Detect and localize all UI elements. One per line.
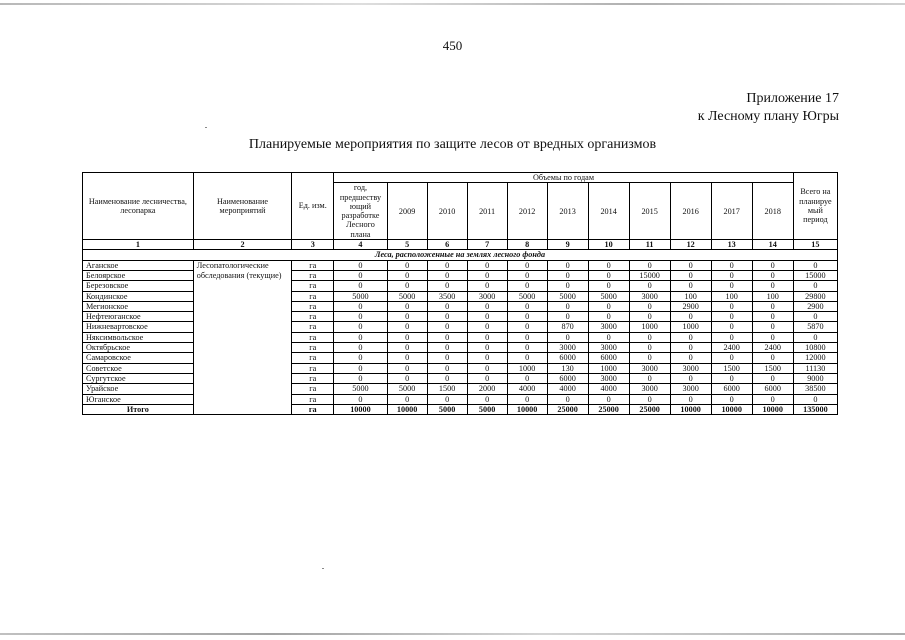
value-cell: 3000 [547, 343, 588, 353]
value-cell: 100 [752, 291, 793, 301]
header-year-2013: 2013 [547, 183, 588, 240]
column-number: 10 [588, 240, 629, 250]
value-cell: 6000 [547, 373, 588, 383]
value-cell: 0 [467, 281, 507, 291]
value-cell: 0 [507, 332, 547, 342]
value-cell: 0 [334, 270, 387, 280]
value-cell: 0 [711, 394, 752, 404]
forestry-name: Березовское [83, 281, 194, 291]
value-cell: 0 [467, 394, 507, 404]
column-number: 6 [427, 240, 467, 250]
value-cell: 2000 [467, 384, 507, 394]
value-cell: 0 [507, 281, 547, 291]
value-cell: 1000 [629, 322, 670, 332]
forestry-name: Белоярское [83, 270, 194, 280]
column-number: 8 [507, 240, 547, 250]
total-value-cell: 10000 [752, 404, 793, 414]
value-cell: 0 [670, 270, 711, 280]
column-number: 12 [670, 240, 711, 250]
table-body [83, 250, 838, 415]
value-cell: 0 [629, 353, 670, 363]
header-year-2015: 2015 [629, 183, 670, 240]
value-cell: 0 [427, 270, 467, 280]
value-cell: 0 [427, 322, 467, 332]
column-number: 3 [292, 240, 334, 250]
header-total: Всего на планируе мый период [793, 173, 837, 240]
header-forestry: Наименование лесничества, лесопарка [83, 173, 194, 240]
value-cell: 0 [793, 332, 837, 342]
column-number: 4 [334, 240, 387, 250]
value-cell: 0 [547, 394, 588, 404]
value-cell: 0 [752, 394, 793, 404]
value-cell: 0 [793, 281, 837, 291]
value-cell: 0 [629, 332, 670, 342]
forestry-name: Нижневартовское [83, 322, 194, 332]
value-cell: 0 [711, 332, 752, 342]
header-year-2012: 2012 [507, 183, 547, 240]
value-cell: 3000 [629, 291, 670, 301]
value-cell: 0 [427, 332, 467, 342]
header-year-2011: 2011 [467, 183, 507, 240]
value-cell: 0 [752, 312, 793, 322]
value-cell: 0 [427, 373, 467, 383]
value-cell: 1500 [752, 363, 793, 373]
value-cell: 0 [711, 322, 752, 332]
value-cell: 0 [334, 363, 387, 373]
value-cell: 6000 [547, 353, 588, 363]
value-cell: 12000 [793, 353, 837, 363]
value-cell: 0 [467, 322, 507, 332]
header-unit: Ед. изм. [292, 173, 334, 240]
value-cell: 0 [670, 343, 711, 353]
column-number: 1 [83, 240, 194, 250]
value-cell: 11130 [793, 363, 837, 373]
value-cell: 0 [588, 301, 629, 311]
value-cell: 3000 [670, 384, 711, 394]
value-cell: 1000 [588, 363, 629, 373]
value-cell: 100 [670, 291, 711, 301]
appendix-caption [698, 90, 839, 126]
value-cell: 15000 [793, 270, 837, 280]
forestry-name: Юганское [83, 394, 194, 404]
unit-cell: га [292, 301, 334, 311]
total-value-cell: 25000 [547, 404, 588, 414]
value-cell: 0 [547, 281, 588, 291]
value-cell: 0 [752, 353, 793, 363]
value-cell: 5870 [793, 322, 837, 332]
value-cell: 5000 [588, 291, 629, 301]
value-cell: 29800 [793, 291, 837, 301]
value-cell: 0 [427, 343, 467, 353]
forestry-name: Октябрьское [83, 343, 194, 353]
value-cell: 0 [334, 281, 387, 291]
value-cell: 5000 [334, 291, 387, 301]
value-cell: 0 [711, 312, 752, 322]
value-cell: 0 [387, 260, 427, 270]
unit-cell: га [292, 394, 334, 404]
value-cell: 1500 [427, 384, 467, 394]
value-cell: 3000 [629, 363, 670, 373]
value-cell: 0 [427, 312, 467, 322]
total-value-cell: 10000 [711, 404, 752, 414]
value-cell: 0 [467, 363, 507, 373]
forestry-name: Кондинское [83, 291, 194, 301]
value-cell: 0 [334, 301, 387, 311]
value-cell: 0 [507, 270, 547, 280]
value-cell: 2400 [711, 343, 752, 353]
value-cell: 5000 [387, 384, 427, 394]
value-cell: 0 [752, 332, 793, 342]
appendix-line-1: Приложение 17 [746, 91, 839, 106]
value-cell: 0 [467, 343, 507, 353]
value-cell: 0 [387, 363, 427, 373]
value-cell: 4000 [547, 384, 588, 394]
value-cell: 5000 [507, 291, 547, 301]
value-cell: 870 [547, 322, 588, 332]
value-cell: 0 [334, 353, 387, 363]
scan-speck [322, 568, 324, 569]
value-cell: 0 [427, 363, 467, 373]
forestry-name: Советское [83, 363, 194, 373]
value-cell: 1500 [711, 363, 752, 373]
value-cell: 0 [467, 312, 507, 322]
value-cell: 0 [629, 343, 670, 353]
value-cell: 0 [507, 343, 547, 353]
value-cell: 0 [507, 353, 547, 363]
value-cell: 0 [711, 301, 752, 311]
value-cell: 0 [752, 301, 793, 311]
value-cell: 0 [387, 301, 427, 311]
value-cell: 1000 [507, 363, 547, 373]
total-value-cell: 25000 [588, 404, 629, 414]
value-cell: 0 [670, 281, 711, 291]
value-cell: 1000 [670, 322, 711, 332]
header-year-2016: 2016 [670, 183, 711, 240]
unit-cell: га [292, 281, 334, 291]
value-cell: 0 [752, 260, 793, 270]
column-number: 5 [387, 240, 427, 250]
document-title: Планируемые мероприятия по защите лесов от вредных организмов [248, 137, 657, 152]
value-cell: 0 [711, 373, 752, 383]
value-cell: 0 [387, 343, 427, 353]
value-cell: 0 [334, 312, 387, 322]
unit-cell: га [292, 404, 334, 414]
value-cell: 0 [629, 260, 670, 270]
measures-table [82, 172, 838, 415]
value-cell: 0 [711, 281, 752, 291]
value-cell: 130 [547, 363, 588, 373]
scan-edge-bottom [0, 633, 905, 635]
value-cell: 0 [793, 260, 837, 270]
unit-cell: га [292, 291, 334, 301]
appendix-line-2: к Лесному плану Югры [697, 109, 839, 124]
value-cell: 0 [670, 373, 711, 383]
value-cell: 38500 [793, 384, 837, 394]
value-cell: 0 [467, 260, 507, 270]
value-cell: 0 [793, 312, 837, 322]
forestry-name: Аганское [83, 260, 194, 270]
unit-cell: га [292, 322, 334, 332]
value-cell: 5000 [334, 384, 387, 394]
unit-cell: га [292, 260, 334, 270]
column-number: 13 [711, 240, 752, 250]
value-cell: 0 [334, 343, 387, 353]
value-cell: 0 [467, 301, 507, 311]
header-year-2018: 2018 [752, 183, 793, 240]
value-cell: 3000 [629, 384, 670, 394]
forestry-name: Няксимвольское [83, 332, 194, 342]
value-cell: 0 [507, 322, 547, 332]
value-cell: 0 [711, 353, 752, 363]
value-cell: 0 [793, 394, 837, 404]
value-cell: 3000 [670, 363, 711, 373]
value-cell: 0 [334, 373, 387, 383]
total-value-cell: 5000 [427, 404, 467, 414]
header-year-2014: 2014 [588, 183, 629, 240]
value-cell: 0 [467, 373, 507, 383]
value-cell: 0 [387, 353, 427, 363]
value-cell: 4000 [507, 384, 547, 394]
total-value-cell: 10000 [670, 404, 711, 414]
value-cell: 0 [507, 373, 547, 383]
value-cell: 3000 [588, 322, 629, 332]
value-cell: 0 [334, 332, 387, 342]
header-volumes-by-year: Объемы по годам [334, 173, 793, 183]
value-cell: 0 [427, 353, 467, 363]
value-cell: 3000 [588, 343, 629, 353]
value-cell: 0 [588, 312, 629, 322]
forestry-name: Самаровское [83, 353, 194, 363]
value-cell: 0 [547, 270, 588, 280]
value-cell: 0 [629, 281, 670, 291]
column-number-row [83, 240, 838, 250]
page-number: 450 [442, 38, 463, 53]
value-cell: 0 [387, 373, 427, 383]
header-year-2010: 2010 [427, 183, 467, 240]
value-cell: 5000 [387, 291, 427, 301]
value-cell: 0 [467, 270, 507, 280]
value-cell: 0 [427, 281, 467, 291]
value-cell: 0 [670, 260, 711, 270]
value-cell: 0 [387, 281, 427, 291]
value-cell: 0 [507, 312, 547, 322]
value-cell: 0 [670, 312, 711, 322]
header-activity: Наименование мероприятий [193, 173, 291, 240]
unit-cell: га [292, 270, 334, 280]
value-cell: 0 [387, 394, 427, 404]
value-cell: 0 [334, 260, 387, 270]
forestry-name: Нефтеюганское [83, 312, 194, 322]
value-cell: 0 [670, 332, 711, 342]
total-value-cell: 10000 [334, 404, 387, 414]
value-cell: 0 [588, 260, 629, 270]
forestry-name: Сургутское [83, 373, 194, 383]
value-cell: 0 [427, 260, 467, 270]
header-year-2009: 2009 [387, 183, 427, 240]
value-cell: 2400 [752, 343, 793, 353]
value-cell: 0 [588, 332, 629, 342]
unit-cell: га [292, 343, 334, 353]
forestry-name: Урайское [83, 384, 194, 394]
value-cell: 0 [334, 394, 387, 404]
total-value-cell: 10000 [507, 404, 547, 414]
value-cell: 3000 [467, 291, 507, 301]
value-cell: 0 [507, 301, 547, 311]
value-cell: 0 [711, 260, 752, 270]
unit-cell: га [292, 332, 334, 342]
value-cell: 3500 [427, 291, 467, 301]
column-number: 7 [467, 240, 507, 250]
total-value-cell: 25000 [629, 404, 670, 414]
column-number: 11 [629, 240, 670, 250]
value-cell: 0 [752, 322, 793, 332]
value-cell: 0 [629, 301, 670, 311]
value-cell: 9000 [793, 373, 837, 383]
header-prev-year: год, предшеству ющий разработке Лесного плана [334, 183, 387, 240]
value-cell: 0 [334, 322, 387, 332]
value-cell: 0 [752, 270, 793, 280]
value-cell: 0 [547, 301, 588, 311]
value-cell: 0 [588, 270, 629, 280]
header-year-2017: 2017 [711, 183, 752, 240]
value-cell: 0 [387, 312, 427, 322]
unit-cell: га [292, 384, 334, 394]
total-value-cell: 10000 [387, 404, 427, 414]
unit-cell: га [292, 363, 334, 373]
value-cell: 0 [427, 394, 467, 404]
value-cell: 15000 [629, 270, 670, 280]
total-value-cell: 135000 [793, 404, 837, 414]
column-number: 2 [193, 240, 291, 250]
value-cell: 10800 [793, 343, 837, 353]
value-cell: 0 [467, 332, 507, 342]
value-cell: 0 [387, 270, 427, 280]
scan-edge-top [0, 3, 905, 5]
value-cell: 0 [752, 281, 793, 291]
value-cell: 0 [629, 312, 670, 322]
value-cell: 0 [547, 332, 588, 342]
scan-speck [205, 127, 207, 128]
table-row [83, 260, 838, 270]
value-cell: 6000 [711, 384, 752, 394]
value-cell: 0 [711, 270, 752, 280]
column-number: 9 [547, 240, 588, 250]
value-cell: 0 [467, 353, 507, 363]
section-title: Леса, расположенные на землях лесного фонда [83, 250, 838, 260]
value-cell: 5000 [547, 291, 588, 301]
value-cell: 6000 [752, 384, 793, 394]
value-cell: 100 [711, 291, 752, 301]
value-cell: 2900 [793, 301, 837, 311]
value-cell: 0 [588, 281, 629, 291]
value-cell: 0 [752, 373, 793, 383]
value-cell: 0 [387, 322, 427, 332]
column-number: 15 [793, 240, 837, 250]
total-value-cell: 5000 [467, 404, 507, 414]
value-cell: 3000 [588, 373, 629, 383]
unit-cell: га [292, 353, 334, 363]
total-label: Итого [83, 404, 194, 414]
value-cell: 0 [507, 260, 547, 270]
unit-cell: га [292, 312, 334, 322]
value-cell: 0 [427, 301, 467, 311]
value-cell: 2900 [670, 301, 711, 311]
value-cell: 0 [588, 394, 629, 404]
value-cell: 0 [670, 394, 711, 404]
value-cell: 0 [547, 260, 588, 270]
value-cell: 0 [507, 394, 547, 404]
unit-cell: га [292, 373, 334, 383]
column-number: 14 [752, 240, 793, 250]
value-cell: 6000 [588, 353, 629, 363]
forestry-name: Мегионское [83, 301, 194, 311]
value-cell: 0 [547, 312, 588, 322]
value-cell: 4000 [588, 384, 629, 394]
value-cell: 0 [670, 353, 711, 363]
value-cell: 0 [387, 332, 427, 342]
value-cell: 0 [629, 394, 670, 404]
activity-name: Лесопатологические обследования (текущие) [193, 260, 291, 414]
value-cell: 0 [629, 373, 670, 383]
